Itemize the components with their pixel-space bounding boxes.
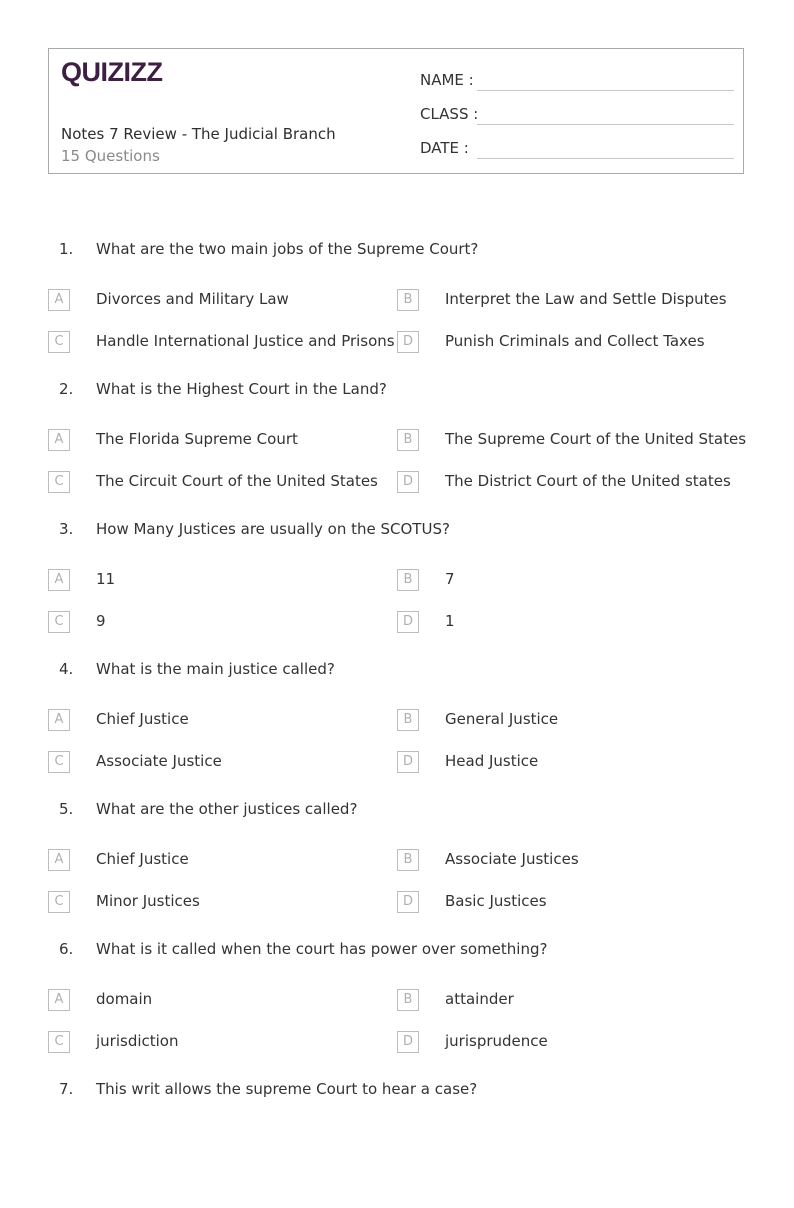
option-letter-box[interactable]: A [48, 289, 70, 311]
option-letter-box[interactable]: A [48, 849, 70, 871]
option-letter-box[interactable]: B [397, 429, 419, 451]
question-2 [0, 368, 794, 508]
option-letter-box[interactable]: C [48, 611, 70, 633]
date-line[interactable] [477, 158, 734, 159]
question-4 [0, 648, 794, 788]
question-text: This writ allows the supreme Court to hear a case? [96, 1080, 478, 1098]
option-text: Basic Justices [445, 892, 547, 910]
option-letter-box[interactable]: B [397, 849, 419, 871]
question-number: 2. [59, 380, 74, 398]
option-letter-box[interactable]: C [48, 331, 70, 353]
option-text: domain [96, 990, 153, 1008]
question-number: 1. [59, 240, 74, 258]
worksheet-title: Notes 7 Review - The Judicial Branch [61, 125, 336, 143]
option-letter-box[interactable]: C [48, 891, 70, 913]
question-1 [0, 228, 794, 368]
option-text: Chief Justice [96, 710, 189, 728]
question-7 [0, 1068, 794, 1208]
name-line[interactable] [477, 90, 734, 91]
option-letter-box[interactable]: A [48, 429, 70, 451]
question-5 [0, 788, 794, 928]
option-letter-box[interactable]: B [397, 289, 419, 311]
option-text: Chief Justice [96, 850, 189, 868]
date-field[interactable] [420, 135, 734, 159]
question-text: What are the two main jobs of the Supreme Court? [96, 240, 479, 258]
option-text: 11 [96, 570, 116, 588]
class-field[interactable] [420, 101, 734, 125]
name-field[interactable] [420, 67, 734, 91]
option-letter-box[interactable]: B [397, 569, 419, 591]
question-count: 15 Questions [61, 147, 160, 165]
option-text: The Florida Supreme Court [96, 430, 298, 448]
option-text: The Circuit Court of the United States [96, 472, 378, 490]
option-text: The Supreme Court of the United States [445, 430, 747, 448]
question-text: What are the other justices called? [96, 800, 358, 818]
question-text: What is it called when the court has power over something? [96, 940, 548, 958]
class-line[interactable] [477, 124, 734, 125]
option-letter-box[interactable]: D [397, 611, 419, 633]
question-6 [0, 928, 794, 1068]
option-text: The District Court of the United states [445, 472, 731, 490]
option-text: Divorces and Military Law [96, 290, 289, 308]
option-letter-box[interactable]: D [397, 471, 419, 493]
option-text: jurisprudence [445, 1032, 548, 1050]
option-text: Associate Justices [445, 850, 579, 868]
option-letter-box[interactable]: B [397, 989, 419, 1011]
option-text: Associate Justice [96, 752, 222, 770]
option-letter-box[interactable]: C [48, 751, 70, 773]
option-letter-box[interactable]: A [48, 569, 70, 591]
question-list [0, 228, 794, 1208]
option-text: Punish Criminals and Collect Taxes [445, 332, 705, 350]
option-text: 7 [445, 570, 455, 588]
option-letter-box[interactable]: C [48, 1031, 70, 1053]
quizizz-logo: QUIZIZZ [61, 57, 163, 87]
question-number: 6. [59, 940, 74, 958]
question-number: 4. [59, 660, 74, 678]
question-text: What is the Highest Court in the Land? [96, 380, 387, 398]
option-text: 1 [445, 612, 455, 630]
option-text: General Justice [445, 710, 559, 728]
option-text: Handle International Justice and Prisons [96, 332, 395, 350]
name-label: NAME : [420, 71, 474, 89]
option-letter-box[interactable]: D [397, 1031, 419, 1053]
option-text: Head Justice [445, 752, 539, 770]
option-letter-box[interactable]: A [48, 709, 70, 731]
option-text: jurisdiction [96, 1032, 179, 1050]
worksheet-header [48, 48, 744, 174]
option-text: Interpret the Law and Settle Disputes [445, 290, 727, 308]
option-letter-box[interactable]: A [48, 989, 70, 1011]
question-text: How Many Justices are usually on the SCOTUS? [96, 520, 450, 538]
option-text: 9 [96, 612, 106, 630]
question-3 [0, 508, 794, 648]
question-number: 7. [59, 1080, 74, 1098]
question-text: What is the main justice called? [96, 660, 335, 678]
question-number: 5. [59, 800, 74, 818]
option-letter-box[interactable]: D [397, 331, 419, 353]
option-letter-box[interactable]: D [397, 891, 419, 913]
class-label: CLASS : [420, 105, 479, 123]
date-label: DATE : [420, 139, 469, 157]
option-text: Minor Justices [96, 892, 200, 910]
option-letter-box[interactable]: B [397, 709, 419, 731]
option-letter-box[interactable]: D [397, 751, 419, 773]
option-text: attainder [445, 990, 514, 1008]
question-number: 3. [59, 520, 74, 538]
option-letter-box[interactable]: C [48, 471, 70, 493]
